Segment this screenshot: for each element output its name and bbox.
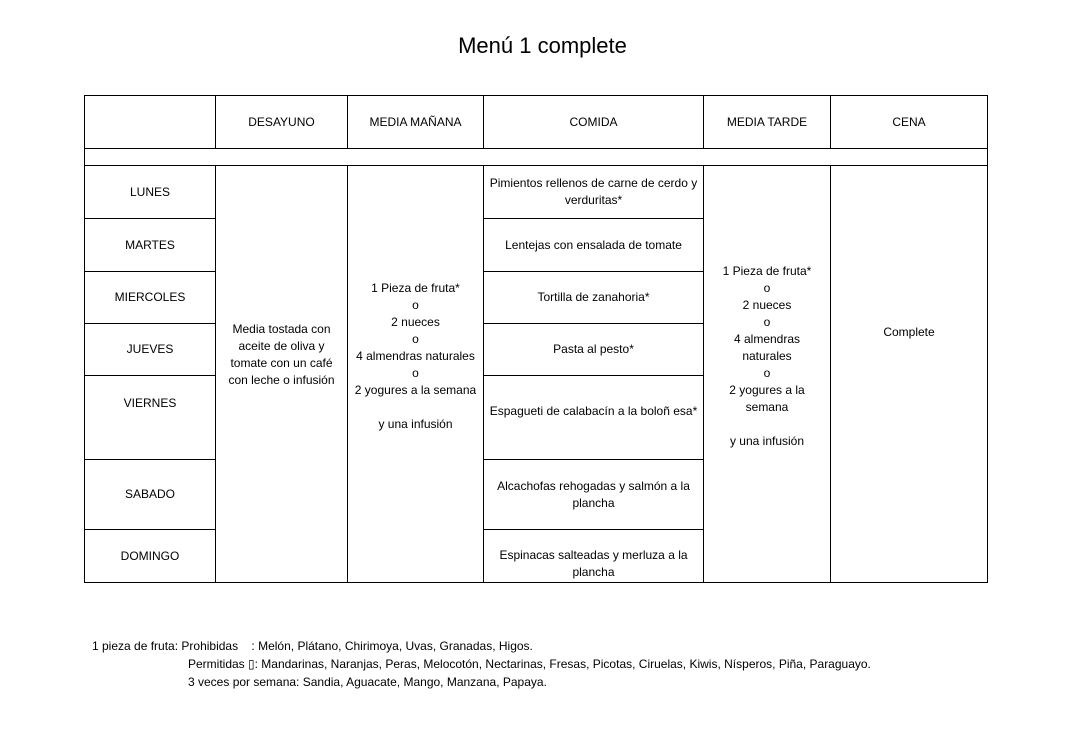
header-media-tarde: MEDIA TARDE: [704, 96, 831, 149]
day-miercoles: MIERCOLES: [85, 272, 216, 324]
day-domingo: DOMINGO: [85, 530, 216, 583]
header-media-manana: MEDIA MAÑANA: [348, 96, 484, 149]
header-cena: CENA: [831, 96, 988, 149]
day-lunes: LUNES: [85, 166, 216, 219]
desayuno-cell: Media tostada con aceite de oliva y tomate con un café con leche o infusión: [216, 166, 348, 583]
comida-lunes: Pimientos rellenos de carne de cerdo y verduritas*: [484, 166, 704, 219]
fruit-notes: [92, 637, 871, 691]
comida-miercoles: Tortilla de zanahoria*: [484, 272, 704, 324]
media-manana-cell: 1 Pieza de fruta* o 2 nueces o 4 almendras naturales o 2 yogures a la semana y una infusión: [348, 166, 484, 583]
comida-viernes: Espagueti de calabacín a la boloñ esa*: [484, 376, 704, 460]
day-sabado: SABADO: [85, 460, 216, 530]
comida-sabado: Alcachofas rehogadas y salmón a la plancha: [484, 460, 704, 530]
page-title: Menú 1 complete: [458, 33, 627, 58]
header-desayuno: DESAYUNO: [216, 96, 348, 149]
spacer-cell: [85, 149, 988, 166]
day-martes: MARTES: [85, 219, 216, 272]
table-row: [85, 166, 988, 219]
note-permitidas: Permitidas ▯: Mandarinas, Naranjas, Peras, Melocotón, Nectarinas, Fresas, Picotas, Ciruelas, Kiwis, Nísperos, Piña, Paraguayo.: [188, 657, 871, 671]
cena-cell: Complete: [831, 166, 988, 583]
comida-domingo: Espinacas salteadas y merluza a la plancha: [484, 530, 704, 583]
note-tres-veces: 3 veces por semana: Sandia, Aguacate, Mango, Manzana, Papaya.: [188, 675, 547, 689]
spacer-row: [85, 149, 988, 166]
comida-jueves: Pasta al pesto*: [484, 324, 704, 376]
header-row: [85, 96, 988, 149]
header-comida: COMIDA: [484, 96, 704, 149]
menu-table: [84, 95, 988, 583]
comida-martes: Lentejas con ensalada de tomate: [484, 219, 704, 272]
header-corner: [85, 96, 216, 149]
day-viernes: VIERNES: [85, 376, 216, 460]
day-jueves: JUEVES: [85, 324, 216, 376]
note-prohibidas: 1 pieza de fruta: Prohibidas : Melón, Plátano, Chirimoya, Uvas, Granadas, Higos.: [92, 639, 533, 653]
media-tarde-cell: 1 Pieza de fruta* o 2 nueces o 4 almendras naturales o 2 yogures a la semana y una infusión: [704, 166, 831, 583]
